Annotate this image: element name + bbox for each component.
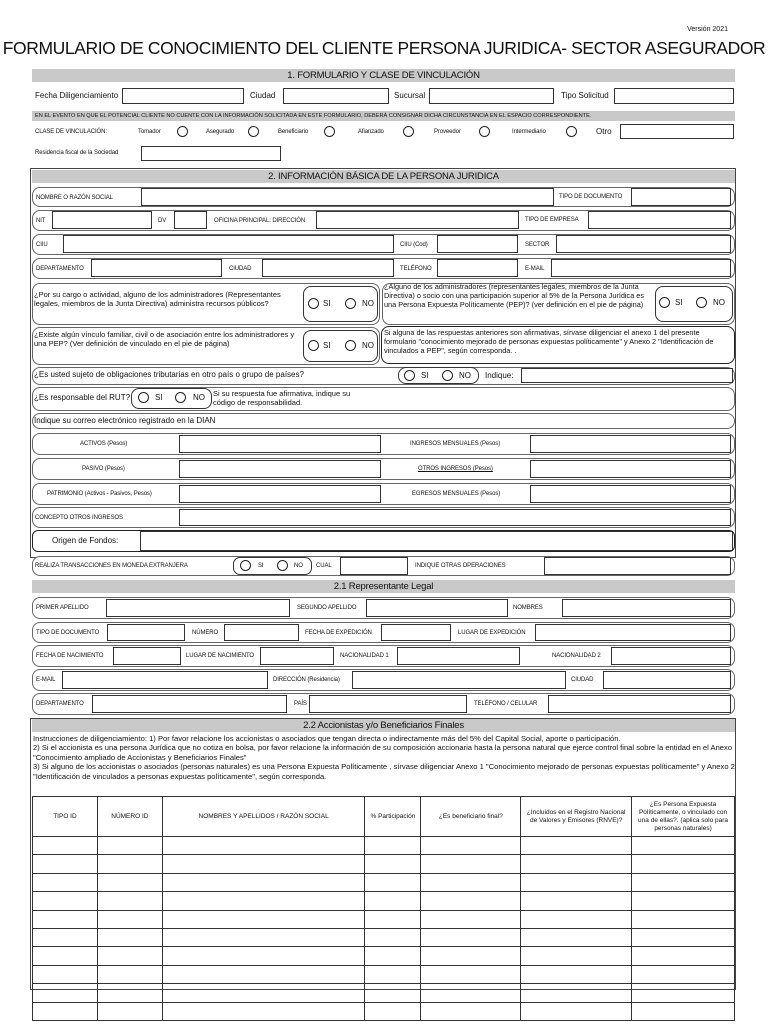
label-segundo-apellido: SEGUNDO APELLIDO <box>297 605 357 611</box>
table-cell[interactable] <box>97 928 162 946</box>
label-nombres: NOMBRES <box>513 605 543 611</box>
label-email-rl: E-MAIL <box>36 677 56 683</box>
label-origen-fondos: Origen de Fondos: <box>52 536 119 545</box>
radio-q1-si[interactable] <box>308 298 319 309</box>
table-cell[interactable] <box>162 947 365 965</box>
table-cell[interactable] <box>162 892 365 910</box>
table-cell[interactable] <box>97 947 162 965</box>
table-cell[interactable] <box>33 855 98 873</box>
pais-field[interactable] <box>309 695 467 713</box>
table-row <box>33 892 735 910</box>
option-proveedor-label: Proveedor <box>434 129 461 135</box>
telefono-celular-field[interactable] <box>548 695 731 713</box>
note-anexos: Si alguna de las respuestas anteriores son afirmativas, sírvase diligenciar el anexo 1 del presente formulario "conocimiento mejorado de personas expuestas políticamente" y Anexo 2 "Identificación de vinculados a PEP", según corresponda. . <box>384 328 714 355</box>
label-egresos: EGRESOS MENSUALES (Pesos) <box>412 491 501 497</box>
lugar-nacimiento-field[interactable] <box>260 647 334 665</box>
radio-q2-si[interactable] <box>659 297 670 308</box>
table-cell[interactable] <box>632 892 735 910</box>
table-cell[interactable] <box>632 965 735 983</box>
label-direccion-residencia: DIRECCIÓN (Residencia) <box>273 677 340 683</box>
ciudad-field[interactable] <box>283 88 389 104</box>
instruction-3: 3) Si alguno de los accionistas o asociados (personas naturales) es una Persona Expuesta Políticamente , sírvase diligenciar Anexo 1 "Conocimiento mejorado de personas expuestas políticamente" y Anexo 2 "Identificación de vinculados a personas expuestas políticamente", según corresponda. <box>33 762 735 781</box>
table-cell[interactable] <box>162 965 365 983</box>
activos-field[interactable] <box>179 435 381 453</box>
label-correo-dian: Indique su correo electrónico registrado en la DIAN <box>34 416 216 425</box>
label-lugar-nacimiento: LUGAR DE NACIMIENTO <box>186 653 254 659</box>
table-cell[interactable] <box>97 984 162 1002</box>
table-row <box>33 984 735 1002</box>
radio-intermediario[interactable] <box>566 126 577 137</box>
table-cell[interactable] <box>632 984 735 1002</box>
label-ciiu-cod: CIIU (Cod) <box>400 242 428 248</box>
col-numero-id: NÚMERO ID <box>97 797 162 837</box>
table-cell[interactable] <box>97 1002 162 1020</box>
table-cell[interactable] <box>632 855 735 873</box>
nacionalidad-2-field[interactable] <box>611 647 731 665</box>
label-ciiu: CIIU <box>36 242 48 248</box>
table-cell[interactable] <box>97 910 162 928</box>
table-cell[interactable] <box>162 1002 365 1020</box>
table-cell[interactable] <box>521 855 632 873</box>
table-cell[interactable] <box>421 965 521 983</box>
radio-proveedor[interactable] <box>479 126 490 137</box>
table-cell[interactable] <box>162 910 365 928</box>
table-cell[interactable] <box>365 1002 421 1020</box>
table-cell[interactable] <box>162 984 365 1002</box>
radio-rut-no[interactable] <box>175 392 186 403</box>
ciiu-field[interactable] <box>63 235 394 253</box>
label-nacionalidad-1: NACIONALIDAD 1 <box>340 653 389 659</box>
table-cell[interactable] <box>33 947 98 965</box>
accionistas-table <box>32 796 735 1021</box>
table-cell[interactable] <box>521 947 632 965</box>
option-intermediario-label: Intermediario <box>512 129 546 135</box>
label-sector: SECTOR <box>525 242 550 248</box>
label-tipo-documento: TIPO DE DOCUMENTO <box>559 194 623 200</box>
radio-tomador[interactable] <box>177 126 188 137</box>
table-cell[interactable] <box>365 892 421 910</box>
table-cell[interactable] <box>365 928 421 946</box>
instruction-1: Instrucciones de diligenciamiento: 1) Por favor relacione los accionistas o asociados que tengan directa o indirectamente más del 5% del Capital Social, aporte o participación. <box>33 734 621 743</box>
table-row <box>33 947 735 965</box>
section-1-note: EN EL EVENTO EN QUE EL POTENCIAL CLIENTE NO CUENTE CON LA INFORMACIÓN SOLICITADA EN ESTE FORMULARIO, DEBERÁ CONSIGNAR DICHA CIRCUNSTANCIA EN EL ESPACIO CORRESPONDIENTE. <box>32 111 735 121</box>
question-vinculo-pep: ¿Existe algún vínculo familiar, civil o de asociación entre los administradores y una PEP? (Ver definición de vinculado en el pie de página) <box>34 330 295 348</box>
label-oficina-principal: OFICINA PRINCIPAL: DIRECCIÓN <box>214 218 306 224</box>
radio-moneda-si[interactable] <box>240 560 251 571</box>
table-row <box>33 837 735 855</box>
table-row <box>33 873 735 891</box>
table-cell[interactable] <box>421 855 521 873</box>
origen-fondos-field[interactable] <box>140 531 733 551</box>
label-ciudad: Ciudad <box>250 91 276 100</box>
radio-q3-no[interactable] <box>345 340 356 351</box>
question-rut: ¿Es responsable del RUT? <box>34 393 131 402</box>
section-1-header: 1. FORMULARIO Y CLASE DE VINCULACIÓN <box>32 69 735 82</box>
departamento-field[interactable] <box>91 259 222 277</box>
label-pasivo: PASIVO (Pesos) <box>82 466 125 472</box>
col-pep: ¿Es Persona Expuesta Políticamente, o vinculado con una de ellas?. (aplica solo para personas naturales) <box>632 797 735 837</box>
label-q2-si: SI <box>675 298 683 307</box>
radio-rut-si[interactable] <box>138 392 149 403</box>
tipo-solicitud-field[interactable] <box>614 88 734 104</box>
table-cell[interactable] <box>521 928 632 946</box>
label-patrimonio: PATRIMONIO (Activos - Pasivos, Pesos) <box>47 491 152 497</box>
segundo-apellido-field[interactable] <box>366 599 508 617</box>
option-tomador-label: Tomador <box>138 129 161 135</box>
label-indique: Indique: <box>485 371 514 380</box>
table-cell[interactable] <box>365 837 421 855</box>
col-rnve: ¿Incluidos en el Registro Nacional de Valores y Emisores (RNVE)? <box>521 797 632 837</box>
radio-moneda-no[interactable] <box>277 560 288 571</box>
fecha-nacimiento-field[interactable] <box>113 647 181 665</box>
table-cell[interactable] <box>632 928 735 946</box>
pasivo-field[interactable] <box>179 460 381 478</box>
label-otros-ingresos: OTROS INGRESOS (Pesos) <box>418 466 493 472</box>
ciiu-cod-field[interactable] <box>437 235 518 253</box>
table-cell[interactable] <box>521 873 632 891</box>
label-numero: NÚMERO <box>192 630 219 636</box>
numero-field[interactable] <box>224 624 299 641</box>
table-cell[interactable] <box>162 873 365 891</box>
table-row <box>33 1002 735 1020</box>
patrimonio-field[interactable] <box>179 485 381 503</box>
fecha-expedicion-field[interactable] <box>381 624 451 641</box>
telefono-field[interactable] <box>437 259 518 277</box>
label-email: E-MAIL <box>525 266 545 272</box>
table-row <box>33 928 735 946</box>
nacionalidad-1-field[interactable] <box>397 647 520 665</box>
email-rl-field[interactable] <box>62 671 268 689</box>
table-cell[interactable] <box>33 892 98 910</box>
table-cell[interactable] <box>521 892 632 910</box>
label-sucursal: Sucursal <box>394 91 426 100</box>
label-cual: CUAL <box>316 563 332 569</box>
table-cell[interactable] <box>521 910 632 928</box>
otras-operaciones-field[interactable] <box>544 557 731 575</box>
fecha-field[interactable] <box>122 88 244 104</box>
table-cell[interactable] <box>33 837 98 855</box>
rut-note: Si su respuesta fue afirmativa, indique su código de responsabilidad. <box>213 389 351 407</box>
nombres-field[interactable] <box>562 599 731 617</box>
radio-afianzado[interactable] <box>403 126 414 137</box>
primer-apellido-field[interactable] <box>106 599 290 617</box>
otro-field[interactable] <box>620 124 734 139</box>
label-rut-no: NO <box>193 393 205 402</box>
option-asegurado-label: Asegurado <box>206 129 235 135</box>
radio-asegurado[interactable] <box>248 126 259 137</box>
nit-field[interactable] <box>52 211 152 229</box>
label-nit: NIT <box>36 218 46 224</box>
label-telefono-celular: TELÉFONO / CELULAR <box>474 701 538 707</box>
direccion-residencia-field[interactable] <box>352 671 566 689</box>
nombre-field[interactable] <box>141 188 554 206</box>
cual-field[interactable] <box>340 557 408 575</box>
label-moneda-si: SI <box>258 563 264 569</box>
table-cell[interactable] <box>97 873 162 891</box>
label-q2-no: NO <box>713 298 725 307</box>
departamento-rl-field[interactable] <box>92 695 287 713</box>
label-fecha-nacimiento: FECHA DE NACIMIENTO <box>36 653 104 659</box>
col-nombres: NOMBRES Y APELLIDOS / RAZÓN SOCIAL <box>162 797 365 837</box>
table-cell[interactable] <box>97 837 162 855</box>
option-afianzado-label: Afianzado <box>358 129 384 135</box>
table-cell[interactable] <box>365 910 421 928</box>
label-q5-si: SI <box>421 371 429 380</box>
label-telefono: TELÉFONO <box>400 266 432 272</box>
form-title: FORMULARIO DE CONOCIMIENTO DEL CLIENTE PERSONA JURIDICA- SECTOR ASEGURADOR <box>2 38 766 58</box>
radio-q5-no[interactable] <box>442 370 453 381</box>
table-cell[interactable] <box>162 928 365 946</box>
table-cell[interactable] <box>365 984 421 1002</box>
concepto-field[interactable] <box>179 509 731 526</box>
table-cell[interactable] <box>521 984 632 1002</box>
label-dv: DV <box>158 218 167 224</box>
tipo-empresa-field[interactable] <box>588 211 731 229</box>
label-concepto: CONCEPTO OTROS INGRESOS <box>35 515 123 521</box>
table-cell[interactable] <box>365 855 421 873</box>
label-fecha: Fecha Diligenciamiento <box>35 91 119 100</box>
label-nombre: NOMBRE O RAZÓN SOCIAL <box>36 195 113 201</box>
ciudad-rl-field[interactable] <box>603 671 731 689</box>
table-cell[interactable] <box>97 965 162 983</box>
section-2-2-header: 2.2 Accionistas y/o Beneficiarios Finales <box>32 719 735 732</box>
table-cell[interactable] <box>521 837 632 855</box>
section-2-1-header: 2.1 Representante Legal <box>32 580 735 593</box>
table-cell[interactable] <box>421 947 521 965</box>
table-cell[interactable] <box>365 873 421 891</box>
table-cell[interactable] <box>632 873 735 891</box>
sector-field[interactable] <box>556 235 731 253</box>
label-residencia-fiscal: Residencia fiscal de la Sociedad <box>35 150 119 156</box>
table-cell[interactable] <box>33 1002 98 1020</box>
indique-field[interactable] <box>521 368 733 383</box>
label-q3-si: SI <box>323 341 331 350</box>
radio-q1-no[interactable] <box>345 298 356 309</box>
label-activos: ACTIVOS (Pesos) <box>80 441 128 447</box>
dv-field[interactable] <box>174 211 207 229</box>
label-pais: PAÍS <box>294 701 307 707</box>
label-moneda-no: NO <box>294 563 303 569</box>
table-row <box>33 855 735 873</box>
radio-q2-no[interactable] <box>696 297 707 308</box>
table-cell[interactable] <box>33 928 98 946</box>
instruction-2: 2) Si el accionista es una persona Jurídica que no cotiza en bolsa, por favor relacione la información de su composición accionaria hasta la persona natural que ejerce control final sobre la entidad en el Anexo "Conocimiento ampliado de Accionistas y Beneficiarios Finales" <box>33 743 733 762</box>
table-cell[interactable] <box>632 910 735 928</box>
table-cell[interactable] <box>421 1002 521 1020</box>
label-ingresos: INGRESOS MENSUALES (Pesos) <box>410 441 501 447</box>
table-cell[interactable] <box>421 984 521 1002</box>
label-ciudad-rl: CIUDAD <box>571 677 594 683</box>
egresos-field[interactable] <box>530 485 731 503</box>
table-cell[interactable] <box>632 837 735 855</box>
col-beneficiario-final: ¿Es beneficiario final? <box>421 797 521 837</box>
label-moneda-extranjera: REALIZA TRANSACCIONES EN MONEDA EXTRANJERA <box>35 563 188 569</box>
label-otras-operaciones: INDIQUE OTRAS OPERACIONES <box>415 563 506 569</box>
table-cell[interactable] <box>421 873 521 891</box>
col-participacion: % Participación <box>365 797 421 837</box>
radio-beneficiario[interactable] <box>324 126 335 137</box>
label-fecha-expedicion: FECHA DE EXPEDICIÓN <box>305 630 372 636</box>
label-departamento: DEPARTAMENTO <box>36 266 84 272</box>
label-tipo-solicitud: Tipo Solicitud <box>561 91 609 100</box>
table-cell[interactable] <box>33 984 98 1002</box>
table-cell[interactable] <box>365 947 421 965</box>
question-pep: ¿Alguno de los administradores (representantes legales, miembros de la Junta Directiva) o socio con una participación superior al 5% de la Persona Jurídica es una Persona Expuesta Políticamente (PEP)? (ver definición en el pie de página) <box>384 282 644 309</box>
label-q1-si: SI <box>323 299 331 308</box>
label-q3-no: NO <box>362 341 374 350</box>
table-cell[interactable] <box>33 965 98 983</box>
label-departamento-rl: DEPARTAMENTO <box>36 701 84 707</box>
table-row <box>33 965 735 983</box>
label-clase-vinculacion: CLASE DE VINCULACIÓN: <box>35 129 107 135</box>
radio-q3-si[interactable] <box>308 340 319 351</box>
label-tipo-empresa: TIPO DE EMPRESA <box>525 217 579 223</box>
table-cell[interactable] <box>33 910 98 928</box>
table-cell[interactable] <box>33 873 98 891</box>
ingresos-field[interactable] <box>530 435 731 453</box>
label-rut-si: SI <box>155 393 163 402</box>
col-tipo-id: TIPO ID <box>33 797 98 837</box>
table-cell[interactable] <box>421 892 521 910</box>
table-cell[interactable] <box>632 1002 735 1020</box>
option-otro-label: Otro <box>596 127 612 136</box>
table-cell[interactable] <box>97 892 162 910</box>
oficina-principal-field[interactable] <box>316 211 519 229</box>
label-tipo-documento-rl: TIPO DE DOCUMENTO <box>36 630 100 636</box>
table-cell[interactable] <box>162 837 365 855</box>
otros-ingresos-field[interactable] <box>530 460 731 478</box>
sucursal-field[interactable] <box>429 88 554 104</box>
label-lugar-expedicion: LUGAR DE EXPEDICIÓN <box>458 630 526 636</box>
table-cell[interactable] <box>421 910 521 928</box>
table-cell[interactable] <box>365 965 421 983</box>
table-cell[interactable] <box>162 855 365 873</box>
table-cell[interactable] <box>421 837 521 855</box>
table-row <box>33 910 735 928</box>
radio-q5-si[interactable] <box>404 370 415 381</box>
lugar-expedicion-field[interactable] <box>535 624 731 641</box>
section-2-header: 2. INFORMACIÓN BÁSICA DE LA PERSONA JURIDICA <box>32 170 735 183</box>
question-obligaciones: ¿Es usted sujeto de obligaciones tributarias en otro país o grupo de países? <box>34 370 304 379</box>
table-cell[interactable] <box>521 1002 632 1020</box>
tipo-documento-rl-field[interactable] <box>107 624 185 641</box>
table-header-row <box>33 797 735 837</box>
label-q1-no: NO <box>362 299 374 308</box>
label-nacionalidad-2: NACIONALIDAD 2 <box>552 653 601 659</box>
table-cell[interactable] <box>97 855 162 873</box>
version-label: Versión 2021 <box>687 26 728 33</box>
residencia-fiscal-field[interactable] <box>141 146 281 161</box>
label-q5-no: NO <box>459 371 471 380</box>
table-cell[interactable] <box>421 928 521 946</box>
table-cell[interactable] <box>521 965 632 983</box>
instructions <box>33 734 735 781</box>
ciudad-s2-field[interactable] <box>262 259 394 277</box>
email-field[interactable] <box>551 259 731 277</box>
option-beneficiario-label: Beneficiario <box>278 129 309 135</box>
tipo-documento-field[interactable] <box>631 188 731 206</box>
label-primer-apellido: PRIMER APELLIDO <box>36 605 89 611</box>
label-ciudad-s2: CIUDAD <box>229 266 252 272</box>
question-recursos-publicos: ¿Por su cargo o actividad, alguno de los administradores (Representantes legales, miembros de la Junta Directiva) administra recursos públicos? <box>34 290 281 308</box>
table-cell[interactable] <box>632 947 735 965</box>
